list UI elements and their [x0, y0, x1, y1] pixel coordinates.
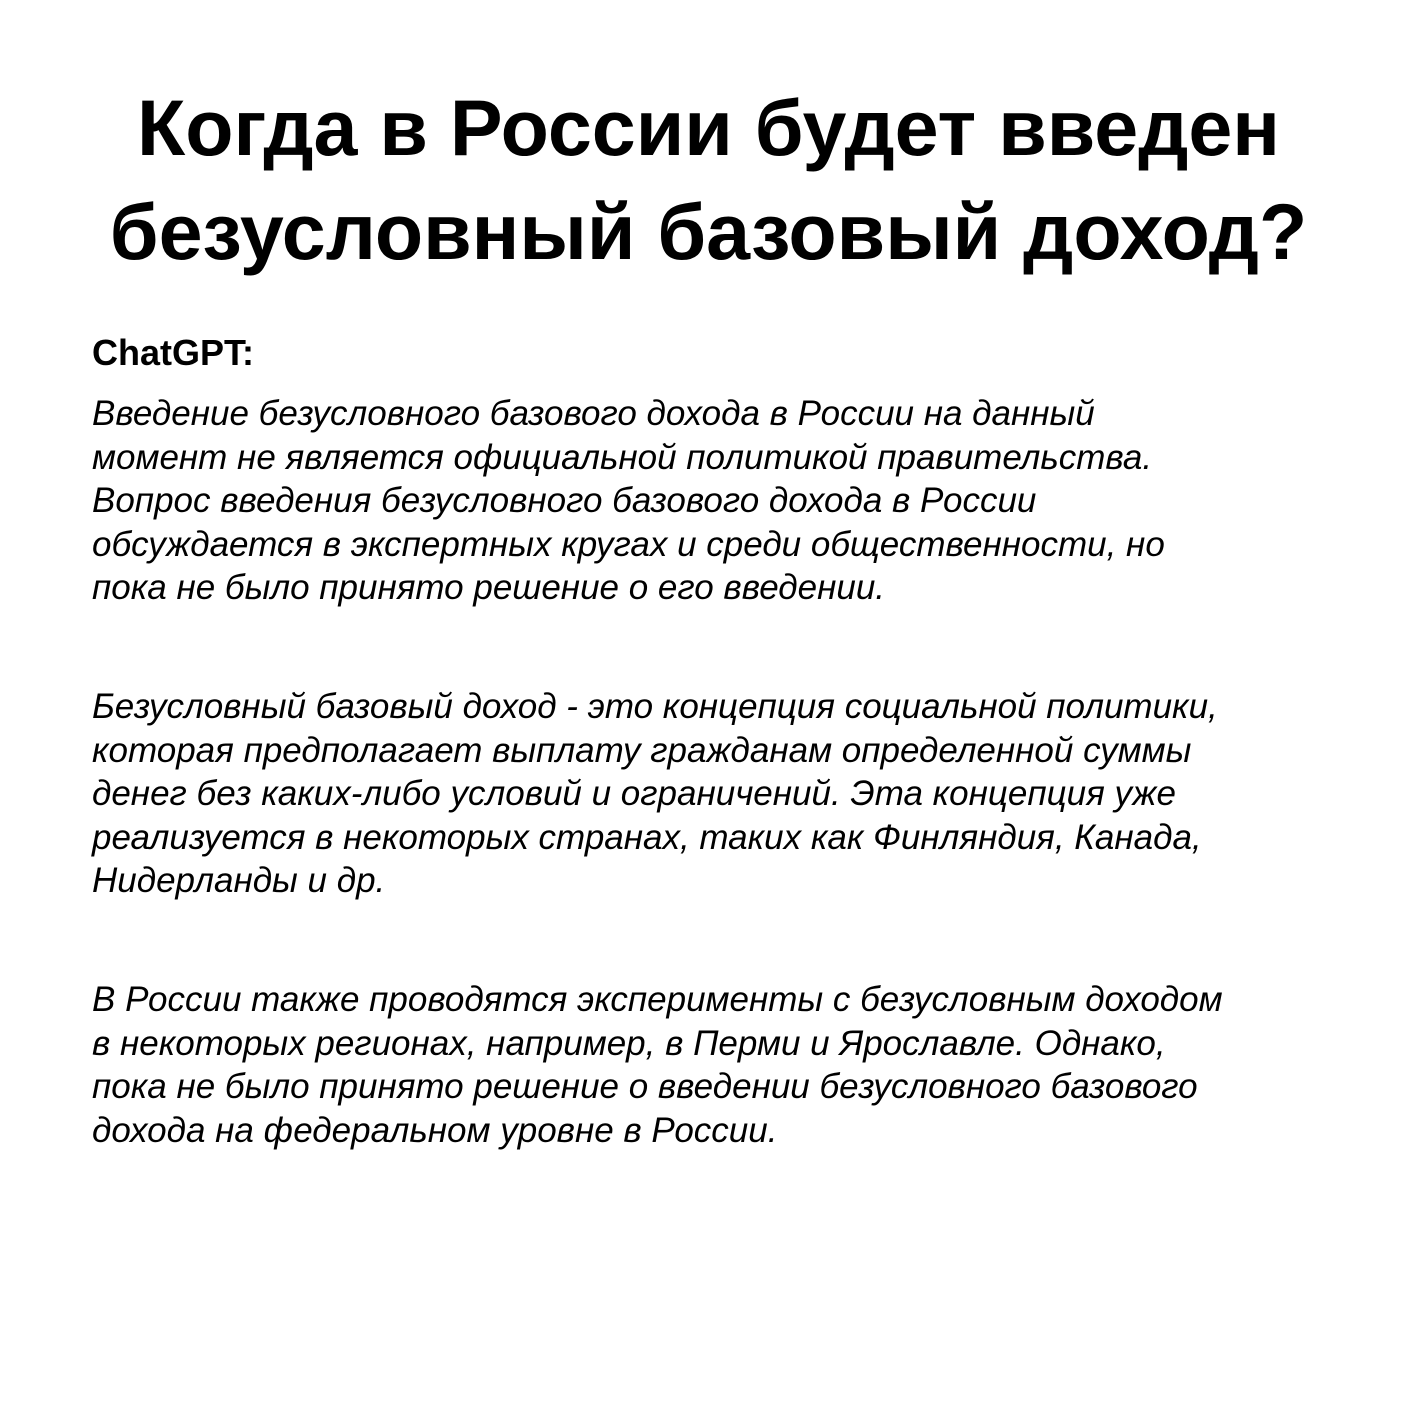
answer-paragraph-3: В России также проводятся эксперименты с безусловным доходом в некоторых регионах, например, в Перми и Ярославле. Однако, пока не было принято решение о введении безусловного базового дохода на федеральном уровне в России. [92, 980, 1223, 1150]
speaker-label: ChatGPT: [92, 332, 254, 373]
answer-paragraph-1: Введение безусловного базового дохода в России на данный момент не является официальной политикой правительства. Вопрос введения безусловного базового дохода в России обсуждается в экспертных кругах и среди общественности, но пока не было принято решение о его введении. [92, 394, 1165, 607]
answer-paragraph-2: Безусловный базовый доход - это концепция социальной политики, которая предполагает выплату гражданам определенной суммы денег без каких-либо условий и ограничений. Эта концепция уже реализуется в некоторых странах, таких как Финляндия, Канада, Нидерланды и др. [92, 687, 1218, 900]
page-title: Когда в России будет введен безусловный базовый доход? [109, 83, 1308, 276]
